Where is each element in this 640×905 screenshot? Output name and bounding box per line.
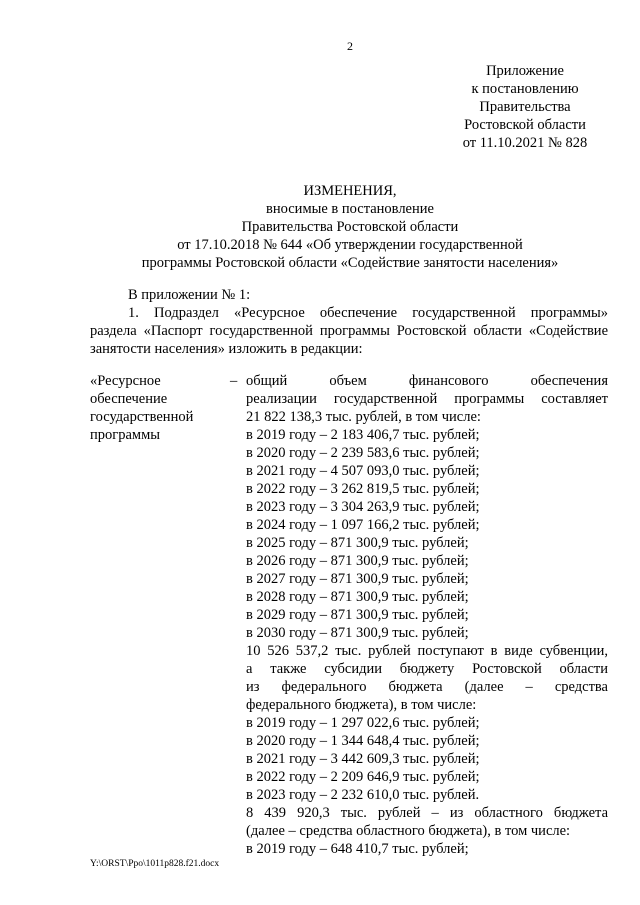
file-path-footer: Y:\ORST\Ppo\1011p828.f21.docx xyxy=(90,859,220,869)
resource-label-line: обеспечение xyxy=(90,391,168,407)
year-line: в 2024 году – 1 097 166,2 тыс. рублей; xyxy=(246,517,480,533)
detail-line: 21 822 138,3 тыс. рублей, в том числе: xyxy=(246,409,481,425)
title-line: ИЗМЕНЕНИЯ, xyxy=(303,183,397,199)
intro-line: занятости населения» изложить в редакции: xyxy=(90,341,363,357)
title-line: программы Ростовской области «Содействие занятости населения» xyxy=(141,255,559,271)
intro-line: 1. Подраздел «Ресурсное обеспечение государственной программы» xyxy=(128,305,608,321)
title-line: от 17.10.2018 № 644 «Об утверждении государственной xyxy=(177,237,523,253)
resource-label-line: «Ресурсное xyxy=(90,373,161,389)
detail-line: 8 439 920,3 тыс. рублей – из областного бюджета xyxy=(246,805,608,821)
year-line: в 2019 году – 2 183 406,7 тыс. рублей; xyxy=(246,427,480,443)
appendix-block xyxy=(442,62,608,152)
intro-paragraph xyxy=(90,286,608,358)
detail-line: а также субсидии бюджету Ростовской области xyxy=(246,661,608,677)
year-line: в 2020 году – 1 344 648,4 тыс. рублей; xyxy=(246,733,480,749)
resource-label xyxy=(90,372,230,444)
year-line: в 2021 году – 4 507 093,0 тыс. рублей; xyxy=(246,463,480,479)
document-title xyxy=(60,182,640,272)
year-line: в 2025 году – 871 300,9 тыс. рублей; xyxy=(246,535,469,551)
appendix-line: Правительства xyxy=(479,99,571,115)
year-line: в 2023 году – 2 232 610,0 тыс. рублей. xyxy=(246,787,480,803)
detail-line: реализации государственной программы составляет xyxy=(246,391,608,407)
resource-label-line: программы xyxy=(90,427,160,443)
year-line: в 2027 году – 871 300,9 тыс. рублей; xyxy=(246,571,469,587)
year-line: в 2019 году – 1 297 022,6 тыс. рублей; xyxy=(246,715,480,731)
intro-line: раздела «Паспорт государственной программы Ростовской области «Содействие xyxy=(90,323,608,339)
detail-line: (далее – средства областного бюджета), в том числе: xyxy=(246,823,571,839)
detail-line: федерального бюджета), в том числе: xyxy=(246,697,477,713)
year-line: в 2020 году – 2 239 583,6 тыс. рублей; xyxy=(246,445,480,461)
year-line: в 2030 году – 871 300,9 тыс. рублей; xyxy=(246,625,469,641)
year-line: в 2028 году – 871 300,9 тыс. рублей; xyxy=(246,589,469,605)
year-line: в 2022 году – 2 209 646,9 тыс. рублей; xyxy=(246,769,480,785)
detail-line: 10 526 537,2 тыс. рублей поступают в виде субвенции, xyxy=(246,643,608,659)
year-line: в 2019 году – 648 410,7 тыс. рублей; xyxy=(246,841,469,857)
year-line: в 2026 году – 871 300,9 тыс. рублей; xyxy=(246,553,469,569)
detail-line: из федерального бюджета (далее – средства xyxy=(246,679,608,695)
year-line: в 2023 году – 3 304 263,9 тыс. рублей; xyxy=(246,499,480,515)
title-line: вносимые в постановление xyxy=(266,201,434,217)
intro-line: В приложении № 1: xyxy=(128,287,251,303)
dash-separator: – xyxy=(230,373,238,389)
appendix-line: Ростовской области xyxy=(464,117,586,133)
resource-details xyxy=(246,372,608,858)
year-line: в 2021 году – 3 442 609,3 тыс. рублей; xyxy=(246,751,480,767)
title-line: Правительства Ростовской области xyxy=(241,219,459,235)
year-line: в 2029 году – 871 300,9 тыс. рублей; xyxy=(246,607,469,623)
year-line: в 2022 году – 3 262 819,5 тыс. рублей; xyxy=(246,481,480,497)
page-number: 2 xyxy=(347,39,353,53)
appendix-line: к постановлению xyxy=(471,81,579,97)
detail-line: общий объем финансового обеспечения xyxy=(246,373,608,389)
appendix-line: от 11.10.2021 № 828 xyxy=(462,135,588,151)
appendix-line: Приложение xyxy=(486,63,564,79)
resource-label-line: государственной xyxy=(90,409,194,425)
